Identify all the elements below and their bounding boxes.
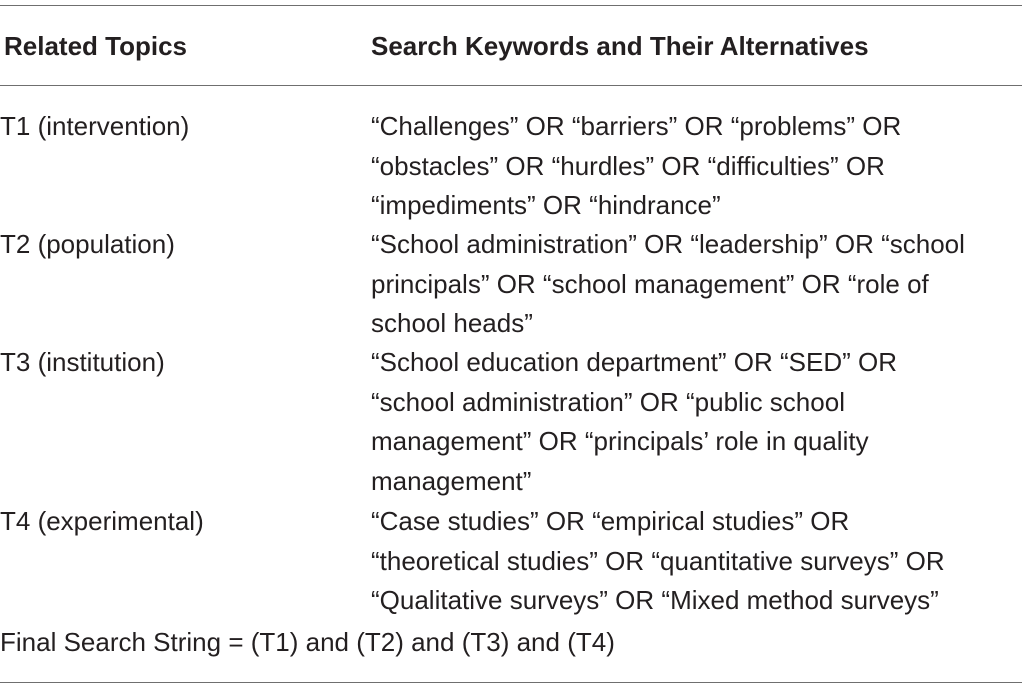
keywords-line: “impediments” OR “hindrance”: [371, 190, 721, 220]
keywords-line: “Qualitative surveys” OR “Mixed method surveys”: [371, 585, 939, 615]
keywords-line: “School administration” OR “leadership” OR “school: [371, 229, 965, 259]
keywords-line: “Case studies” OR “empirical studies” OR: [371, 506, 850, 536]
keywords-line: “obstacles” OR “hurdles” OR “difficulties” OR: [371, 150, 885, 181]
keywords-line: school heads”: [371, 308, 533, 338]
keywords-line: management”: [371, 465, 532, 496]
table-top-rule: [0, 5, 1022, 6]
column-header-related-topics: Related Topics: [4, 31, 188, 61]
keywords-line: “school administration” OR “public school: [371, 386, 845, 417]
topic-cell: T4 (experimental): [0, 506, 204, 536]
topic-cell: T1 (intervention): [0, 111, 190, 141]
keywords-line: principals” OR “school management” OR “role of: [371, 268, 929, 299]
final-search-string: Final Search String = (T1) and (T2) and (T3) and (T4): [0, 627, 615, 657]
keywords-line: management” OR “principals’ role in quality: [371, 426, 869, 456]
keywords-cell: [371, 107, 1022, 226]
keywords-line: “Challenges” OR “barriers” OR “problems” OR: [371, 111, 902, 141]
table-bottom-rule: [0, 682, 1022, 683]
keywords-cell: [371, 502, 1022, 621]
keywords-cell: [371, 343, 1022, 501]
column-header-search-keywords: Search Keywords and Their Alternatives: [371, 31, 869, 61]
keywords-cell: [371, 225, 1022, 344]
keywords-line: “School education department” OR “SED” OR: [371, 347, 897, 377]
topic-cell: T2 (population): [0, 229, 175, 259]
topic-cell: T3 (institution): [0, 347, 165, 377]
keywords-line: “theoretical studies” OR “quantitative surveys” OR: [371, 545, 945, 576]
header-divider-rule: [0, 85, 1022, 86]
